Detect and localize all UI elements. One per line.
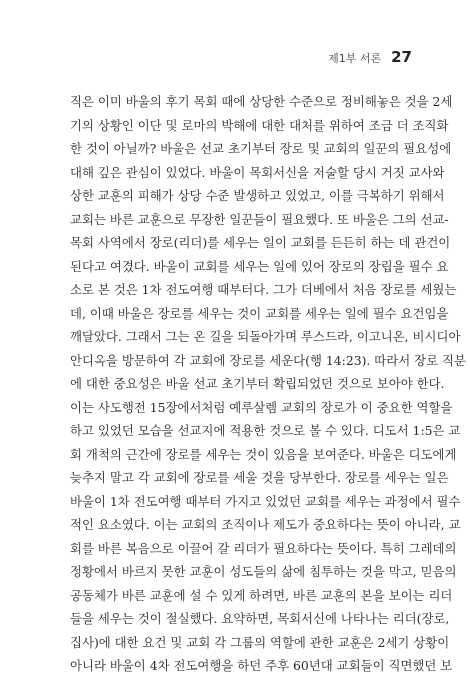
text-line: 소로 본 것은 1차 전도여행 때부터다. 그가 더베에서 처음 장로를 세웠는: [70, 282, 457, 297]
text-line: 교회는 바른 교훈으로 무장한 일꾼들이 필요했다. 또 바울은 그의 선교-: [70, 211, 449, 227]
text-line: 하고 있었던 모습을 선교지에 적용한 것으로 볼 수 있다. 디도서 1:5은 교: [70, 423, 461, 438]
text-line: 공동체가 바른 교훈에 설 수 있게 하려면, 바른 교훈의 본을 보이는 리더: [70, 587, 453, 603]
text-line: 정황에서 바르지 못한 교훈이 성도들의 삶에 침투하는 것을 막고, 믿음의: [70, 564, 457, 579]
text-line: 집사)에 대한 요건 및 교회 각 그룹의 역할에 관한 교훈은 2세기 상황이: [70, 634, 450, 650]
text-line: 한 것이 아닐까? 바울은 선교 초기부터 장로 및 교회의 일꾼의 필요성에: [70, 141, 452, 156]
text-line: 데, 이때 바울은 장로를 세우는 것이 교회를 세우는 일에 필수 요건임을: [70, 305, 449, 321]
text-line: 기의 상황인 이단 및 로마의 박해에 대한 대처를 위하여 조금 더 조직화: [70, 117, 449, 133]
text-line: 직은 이미 바울의 후기 목회 때에 상당한 수준으로 정비해놓은 것을 2세: [70, 94, 453, 109]
text-line: 회 개척의 근간에 장로를 세우는 것이 있음을 보여준다. 바울은 디도에게: [70, 446, 457, 462]
text-line: 늦추지 말고 각 교회에 장로를 세울 것을 당부한다. 장로를 세우는 일은: [70, 470, 449, 485]
text-line: 적인 요소였다. 이는 교회의 조직이나 제도가 중요하다는 뜻이 아니라, 교: [70, 517, 461, 532]
text-line: 들을 세우는 것이 절실했다. 요약하면, 목회서신에 나타나는 리더(장로,: [70, 611, 450, 626]
text-line: 안디옥을 방문하여 각 교회에 장로를 세운다(행 14:23). 따라서 장로 직분: [70, 352, 466, 368]
running-head: [328, 48, 412, 66]
text-line: 상한 교훈의 피해가 상당 수준 발생하고 있었고, 이를 극복하기 위해서: [70, 188, 445, 203]
page-number: 27: [391, 48, 412, 66]
section-title: 제1부 서론: [328, 52, 382, 65]
text-line: 목회 사역에서 장로(리더)를 세우는 일이 교회를 든든히 하는 데 관건이: [70, 235, 451, 250]
text-line: 깨달았다. 그래서 그는 온 길을 되돌아가며 루스드라, 이고니온, 비시디아: [70, 329, 461, 344]
body-text: [70, 90, 466, 678]
text-line: 아니라 바울이 4차 전도여행을 하던 주후 60년대 교회들이 직면했던 보: [70, 658, 453, 673]
text-line: 에 대한 중요성은 바울 선교 초기부터 확립되었던 것으로 보아야 한다.: [70, 376, 445, 391]
text-line: 회를 바른 복음으로 이끌어 갈 리더가 필요하다는 뜻이다. 특히 그레데의: [70, 540, 457, 556]
text-line: 이는 사도행전 15장에서처럼 예루살렘 교회의 장로가 이 중요한 역할을: [70, 399, 453, 415]
text-line: 바울이 1차 전도여행 때부터 가지고 있었던 교회를 세우는 과정에서 필수: [70, 493, 461, 509]
text-line: 된다고 여겼다. 바울이 교회를 세우는 일에 있어 장로의 장립을 필수 요: [70, 258, 449, 274]
text-line: 대해 깊은 관심이 있었다. 바울이 목회서신을 저술할 당시 거짓 교사와: [70, 164, 445, 180]
